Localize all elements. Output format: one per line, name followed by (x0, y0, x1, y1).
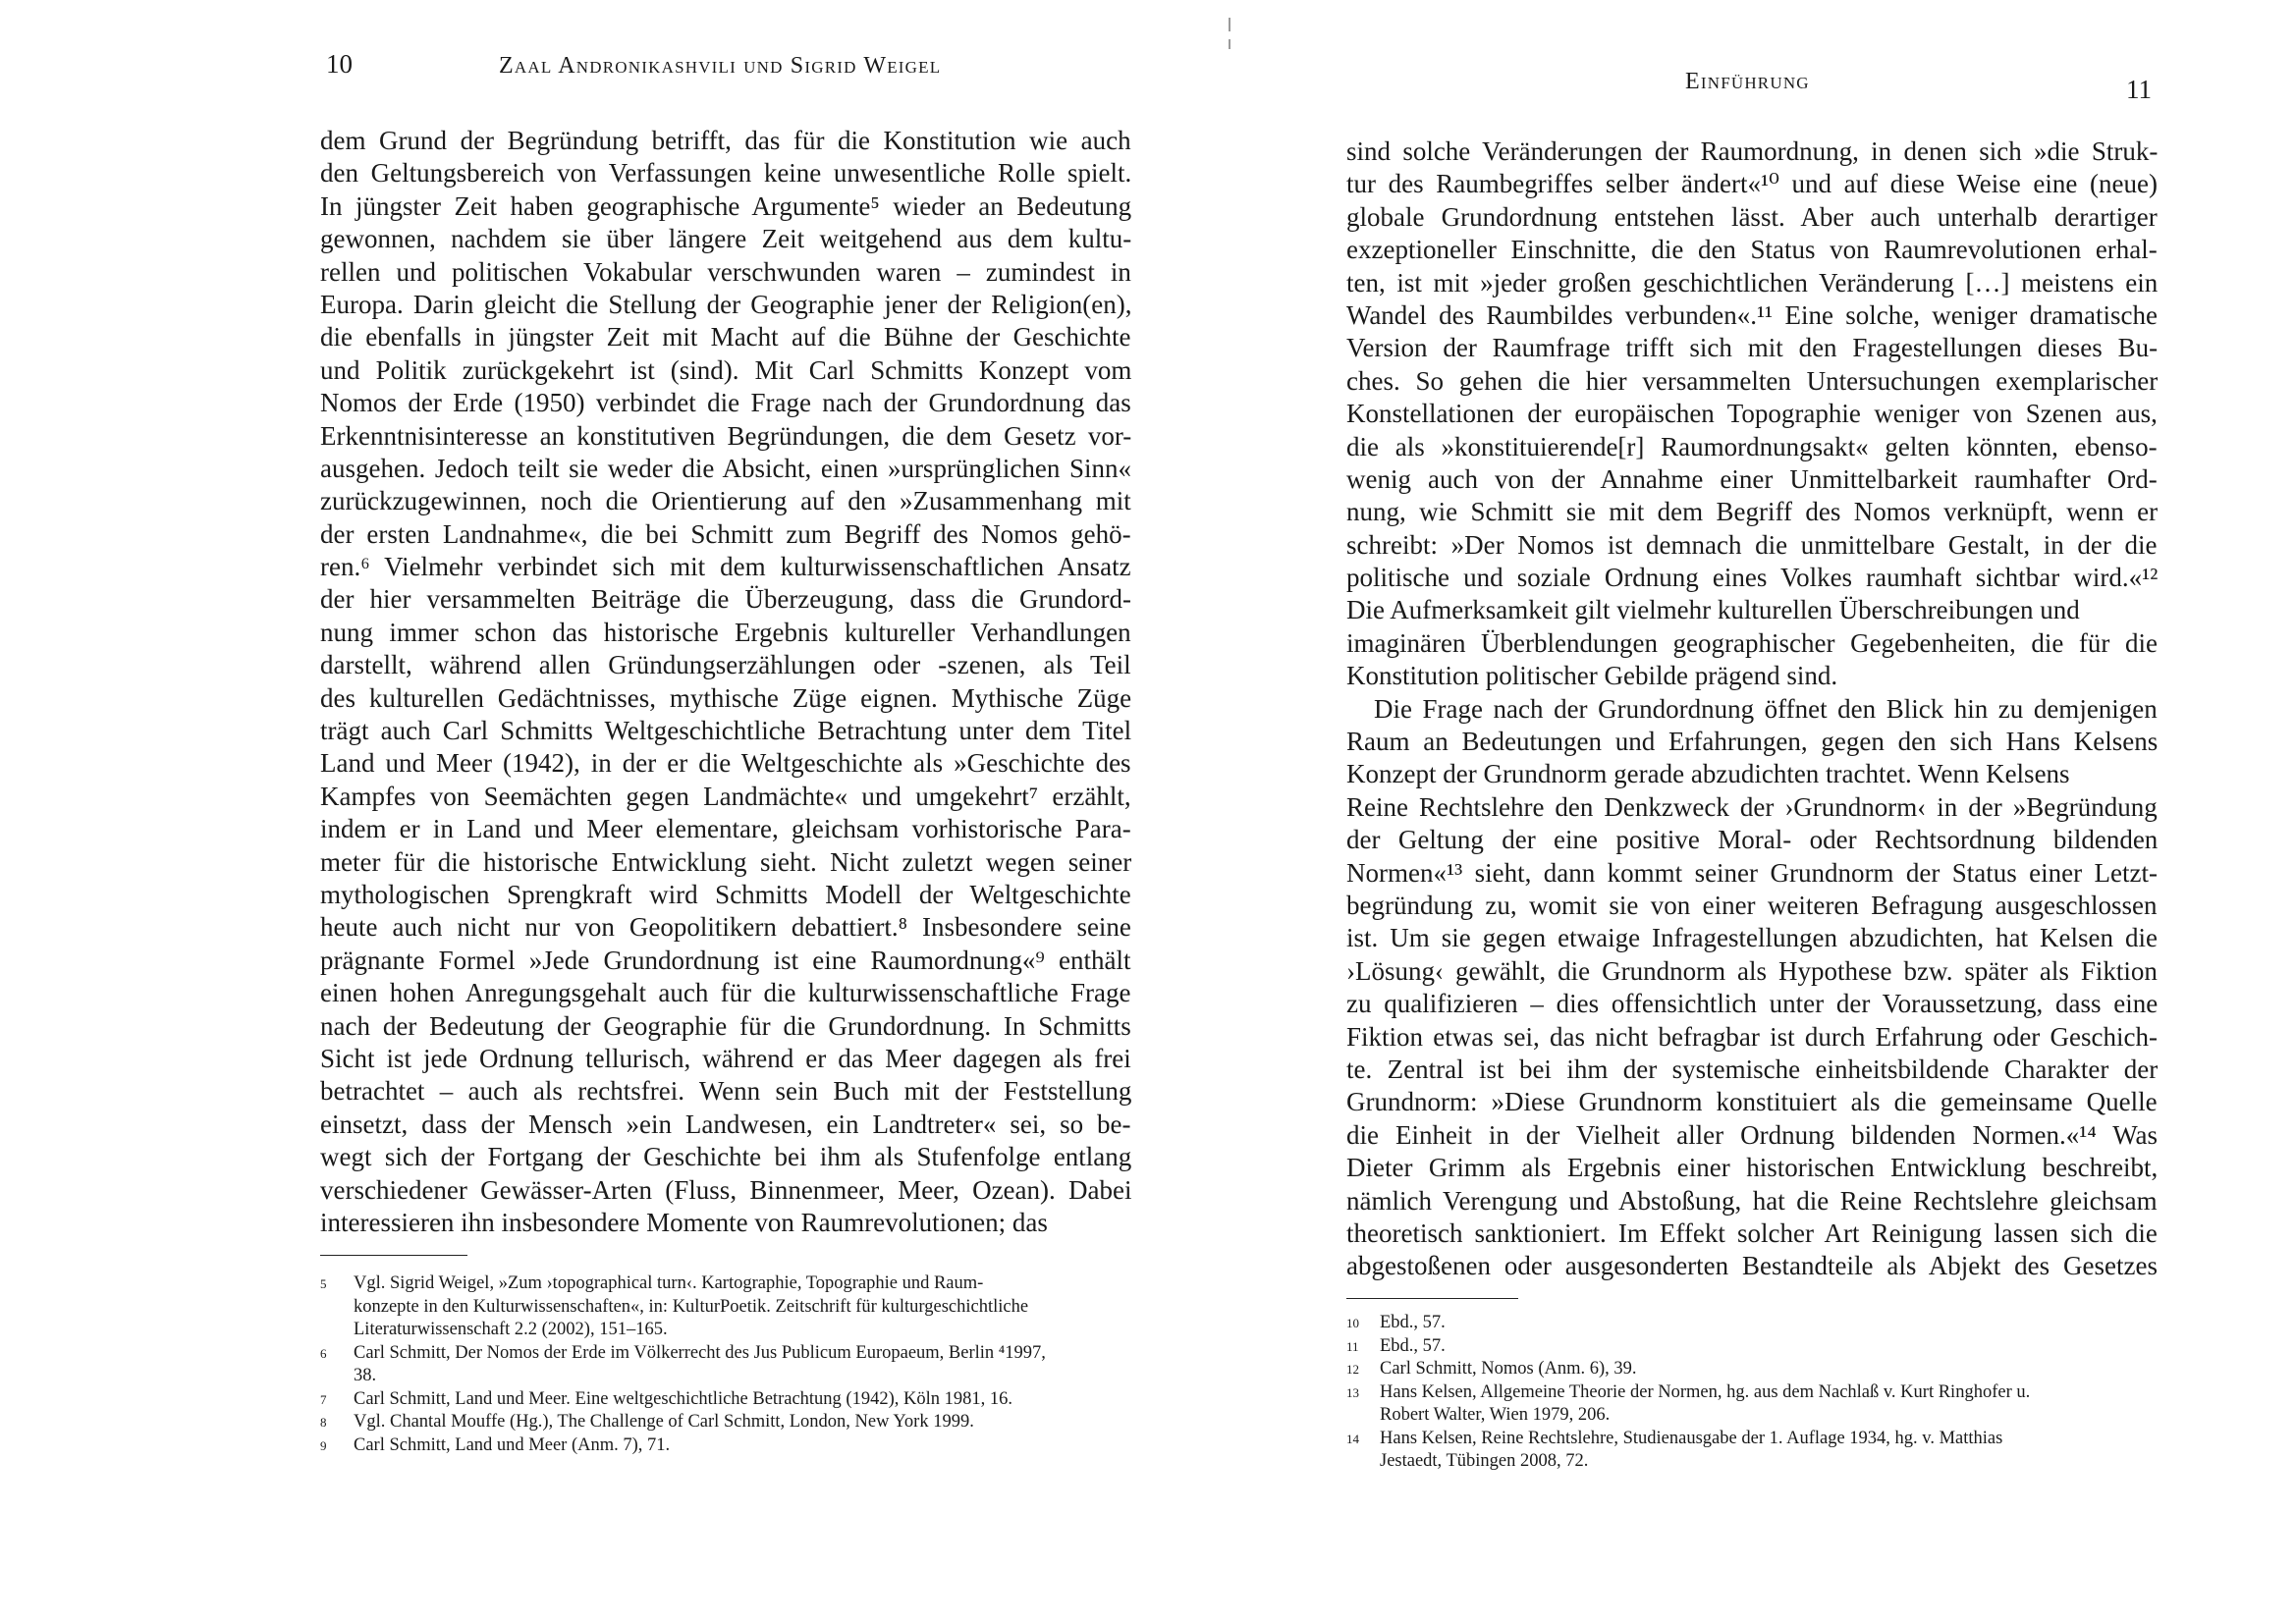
text-line: einsetzt, dass der Mensch »ein Landwesen, ein Landtreter« sei, so be- (320, 1109, 1131, 1139)
footnote (320, 1388, 1131, 1412)
text-line: darstellt, während allen Gründungserzählungen oder -szenen, als Teil (320, 650, 1131, 680)
footnote-number: 7 (320, 1391, 327, 1407)
footnote-line: Robert Walter, Wien 1979, 206. (1380, 1405, 1611, 1425)
text-line: der Geltung der eine positive Moral- oder Rechtsordnung bildenden (1346, 825, 2159, 855)
text-line: schreibt: »Der Nomos ist demnach die unmittelbare Gestalt, in der die (1346, 529, 2158, 560)
footnote-number: 9 (320, 1437, 327, 1453)
text-line: tur des Raumbegriffes selber ändert«¹⁰ und auf diese Weise eine (neue) (1346, 169, 2158, 199)
text-line: nung immer schon das historische Ergebnis kultureller Verhandlungen (320, 617, 1131, 647)
footnote-number: 11 (1346, 1338, 1359, 1354)
text-line: Konzept der Grundnorm gerade abzudichten trachtet. Wenn Kelsens (1346, 759, 2070, 789)
text-line: den Geltungsbereich von Verfassungen keine unwesentliche Rolle spielt. (320, 158, 1132, 189)
text-line: Nomos der Erde (1950) verbindet die Frage nach der Grundordnung das (320, 388, 1131, 418)
text-line: indem er in Land und Meer elementare, gleichsam vorhistorische Para- (320, 814, 1131, 844)
right-footnotes (1346, 1312, 2158, 1474)
text-line: Europa. Darin gleicht die Stellung der Geographie jener der Religion(en), (320, 289, 1132, 319)
text-line: interessieren ihn insbesondere Momente von Raumrevolutionen; das (320, 1207, 1048, 1237)
text-line: ›Lösung‹ gewählt, die Grundnorm als Hypothese bzw. später als Fiktion (1346, 955, 2158, 986)
text-line: ist. Um sie gegen etwaige Infragestellungen abzudichten, hat Kelsen die (1346, 923, 2158, 953)
footnote-line: Vgl. Chantal Mouffe (Hg.), The Challenge of Carl Schmitt, London, New York 1999. (354, 1412, 974, 1432)
footnote-line: konzepte in den Kulturwissenschaften«, in: KulturPoetik. Zeitschrift für kulturgeschichtliche (354, 1296, 1029, 1317)
footnote-line: Carl Schmitt, Der Nomos der Erde im Völkerrecht des Jus Publicum Europaeum, Berlin ⁴1997, (354, 1342, 1046, 1363)
text-line: prägnante Formel »Jede Grundordnung ist eine Raumordnung«⁹ enthält (320, 945, 1131, 975)
footnote-number: 10 (1346, 1316, 1359, 1330)
text-line: Konstitution politischer Gebilde prägend sind. (1346, 661, 1838, 691)
text-line: ches. So gehen die hier versammelten Untersuchungen exemplarischer (1346, 365, 2159, 396)
text-line: dem Grund der Begründung betrifft, das für die Konstitution wie auch (320, 126, 1131, 155)
footnote-line: Vgl. Sigrid Weigel, »Zum ›topographical turn‹. Kartographie, Topographie und Raum- (354, 1273, 984, 1293)
footnote-line: Jestaedt, Tübingen 2008, 72. (1380, 1451, 1589, 1471)
footnote (320, 1434, 1131, 1458)
text-line: ten, ist mit »jeder großen geschichtlichen Veränderung […] meistens ein (1346, 267, 2159, 298)
text-line: zu qualifizieren – dies offensichtlich unter der Voraussetzung, dass eine (1346, 989, 2159, 1019)
text-line: wenig auch von der Annahme einer Unmittelbarkeit raumhafter Ord- (1346, 463, 2158, 494)
text-line: globale Grundordnung entstehen lässt. Aber auch unterhalb derartiger (1346, 201, 2158, 232)
text-line: meter für die historische Entwicklung sieht. Nicht zuletzt wegen seiner (320, 846, 1132, 877)
text-line: ren.⁶ Vielmehr verbindet sich mit dem kulturwissenschaftlichen Ansatz (320, 552, 1131, 582)
right-page (1148, 0, 2296, 1623)
text-line: der ersten Landnahme«, die bei Schmitt zum Begriff des Nomos gehö- (320, 518, 1131, 549)
text-line: Fiktion etwas sei, das nicht befragbar ist durch Erfahrung oder Geschich- (1346, 1021, 2159, 1052)
footnote-line: Hans Kelsen, Allgemeine Theorie der Normen, hg. aus dem Nachlaß v. Kurt Ringhofer u. (1380, 1381, 2031, 1402)
gutter-mark (1229, 18, 1230, 31)
right-body-text (1346, 135, 2158, 1283)
left-footnote-rule (320, 1255, 467, 1256)
text-line: imaginären Überblendungen geographischer Gegebenheiten, die für die (1346, 627, 2158, 658)
footnote-line: Carl Schmitt, Land und Meer (Anm. 7), 71. (354, 1434, 671, 1455)
text-line: Raum an Bedeutungen und Erfahrungen, gegen den sich Hans Kelsens (1346, 727, 2159, 757)
footnote (1346, 1358, 2158, 1381)
text-line: exzeptioneller Einschnitte, die den Status von Raumrevolutionen erhal- (1346, 235, 2158, 265)
left-body-text (320, 125, 1131, 1239)
left-footnotes (320, 1272, 1131, 1457)
footnote-number: 8 (320, 1415, 327, 1430)
text-line: Grundnorm: »Diese Grundnorm konstituiert als die gemeinsame Quelle (1346, 1087, 2158, 1117)
text-line: und Politik zurückgekehrt ist (sind). Mit Carl Schmitts Konzept vom (320, 354, 1132, 385)
text-line: die Einheit in der Vielheit aller Ordnung bildenden Normen.«¹⁴ Was (1346, 1119, 2159, 1150)
footnote (1346, 1335, 2158, 1359)
footnote-number: 13 (1346, 1384, 1359, 1400)
text-line: te. Zentral ist bei ihm der systemische einheitsbildende Charakter der (1346, 1054, 2159, 1084)
text-line: mythologischen Sprengkraft wird Schmitts Modell der Weltgeschichte (320, 879, 1131, 909)
footnote-line: Carl Schmitt, Nomos (Anm. 6), 39. (1380, 1359, 1637, 1379)
footnote-number: 14 (1346, 1431, 1359, 1446)
text-line: Erkenntnisinteresse an konstitutiven Begründungen, die dem Gesetz vor- (320, 420, 1132, 451)
right-page-number: 11 (2126, 75, 2152, 104)
text-line: ausgehen. Jedoch teilt sie weder die Absicht, einen »ursprünglichen Sinn« (320, 453, 1132, 483)
right-running-head: Einführung (1685, 69, 1810, 94)
left-running-head: Zaal Andronikashvili und Sigrid Weigel (499, 53, 942, 79)
footnote-line: Carl Schmitt, Land und Meer. Eine weltgeschichtliche Betrachtung (1942), Köln 1981, 16. (354, 1388, 1012, 1409)
text-line: Sicht ist jede Ordnung tellurisch, während er das Meer dagegen als frei (320, 1043, 1131, 1073)
text-line: Normen«¹³ sieht, dann kommt seiner Grundnorm der Status einer Letzt- (1346, 857, 2158, 888)
text-line: Version der Raumfrage trifft sich mit den Fragestellungen dieses Bu- (1346, 333, 2159, 363)
footnote (320, 1411, 1131, 1434)
text-line: Dieter Grimm als Ergebnis einer historischen Entwicklung beschreibt, (1346, 1153, 2159, 1183)
text-line: Kampfes von Seemächten gegen Landmächte« und umgekehrt⁷ erzählt, (320, 781, 1131, 811)
text-line: politische und soziale Ordnung eines Volkes raumhaft sichtbar wird.«¹² (1346, 563, 2159, 593)
text-line: der hier versammelten Beiträge die Überzeugung, dass die Grundord- (320, 584, 1131, 615)
footnote-number: 12 (1346, 1362, 1359, 1377)
text-line: Wandel des Raumbildes verbunden«.¹¹ Eine solche, weniger dramatische (1346, 299, 2159, 330)
text-line: des kulturellen Gedächtnisses, mythische Züge eignen. Mythische Züge (320, 682, 1132, 713)
left-page-number: 10 (326, 49, 353, 79)
footnote-line: Ebd., 57. (1380, 1313, 1446, 1332)
footnote (1346, 1428, 2158, 1474)
text-line: heute auch nicht nur von Geopolitikern debattiert.⁸ Insbesondere seine (320, 912, 1131, 943)
text-line: theoretisch sanktioniert. Im Effekt solcher Art Reinigung lassen sich die (1346, 1217, 2158, 1248)
text-line: verschiedener Gewässer-Arten (Fluss, Binnenmeer, Meer, Ozean). Dabei (320, 1174, 1132, 1205)
text-line: nung, wie Schmitt sie mit dem Begriff des Nomos verknüpft, wenn er (1346, 497, 2159, 527)
footnote-number: 6 (320, 1345, 327, 1361)
right-footnote-rule (1346, 1298, 1518, 1299)
text-line: Die Aufmerksamkeit gilt vielmehr kulturellen Überschreibungen und (1346, 595, 2080, 625)
text-line: Die Frage nach der Grundordnung öffnet den Blick hin zu demjenigen (1374, 693, 2158, 724)
text-line: die ebenfalls in jüngster Zeit mit Macht auf die Bühne der Geschichte (320, 322, 1131, 352)
text-line: betrachtet – auch als rechtsfrei. Wenn sein Buch mit der Feststellung (320, 1076, 1132, 1107)
text-line: In jüngster Zeit haben geographische Argumente⁵ wieder an Bedeutung (320, 190, 1132, 221)
footnote-line: Hans Kelsen, Reine Rechtslehre, Studienausgabe der 1. Auflage 1934, hg. v. Matthias (1380, 1428, 2003, 1448)
text-line: abgestoßenen oder ausgesonderten Bestandteile als Abjekt des Gesetzes (1346, 1251, 2158, 1281)
footnote (320, 1342, 1131, 1388)
text-line: Land und Meer (1942), in der er die Weltgeschichte als »Geschichte des (320, 748, 1131, 779)
text-line: nämlich Verengung und Abstoßung, hat die Reine Rechtslehre gleichsam (1346, 1185, 2158, 1216)
footnote (1346, 1312, 2158, 1335)
text-line: nach der Bedeutung der Geographie für die Grundordnung. In Schmitts (320, 1010, 1131, 1041)
text-line: rellen und politischen Vokabular verschwunden waren – zumindest in (320, 256, 1131, 287)
text-line: die als »konstituierende[r] Raumordnungsakt« gelten könnten, ebenso- (1346, 431, 2158, 461)
text-line: begründung zu, womit sie von einer weiteren Befragung ausgeschlossen (1346, 890, 2158, 920)
text-line: trägt auch Carl Schmitts Weltgeschichtliche Betrachtung unter dem Titel (320, 716, 1132, 746)
footnote-line: Ebd., 57. (1380, 1335, 1446, 1356)
text-line: zurückzugewinnen, noch die Orientierung auf den »Zusammenhang mit (320, 486, 1131, 516)
footnote-line: Literaturwissenschaft 2.2 (2002), 151–165. (354, 1320, 668, 1339)
footnote-number: 5 (320, 1276, 327, 1291)
text-line: sind solche Veränderungen der Raumordnung, in denen sich »die Struk- (1346, 136, 2159, 166)
footnote-line: 38. (354, 1366, 377, 1385)
footnote (320, 1272, 1131, 1342)
text-line: Reine Rechtslehre den Denkzweck der ›Grundnorm‹ in der »Begründung (1346, 791, 2158, 822)
text-line: wegt sich der Fortgang der Geschichte bei ihm als Stufenfolge entlang (320, 1142, 1132, 1172)
text-line: Konstellationen der europäischen Topographie weniger von Szenen aus, (1346, 399, 2158, 429)
text-line: einen hohen Anregungsgehalt auch für die kulturwissenschaftliche Frage (320, 978, 1131, 1008)
gutter-mark (1229, 39, 1230, 49)
footnote (1346, 1381, 2158, 1428)
text-line: gewonnen, nachdem sie über längere Zeit weitgehend aus dem kultu- (320, 224, 1132, 254)
